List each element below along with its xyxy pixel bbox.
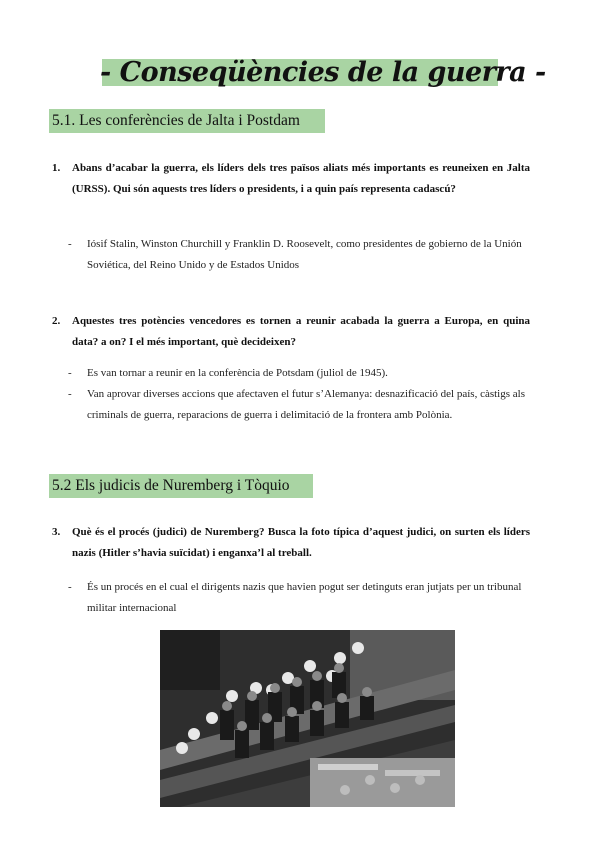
question-text: Aquestes tres potències vencedores es tornen a reunir acabada la guerra a Europa, en quina data? a on? I el més important, què decideixen? — [72, 315, 530, 348]
answer-3 — [68, 577, 528, 619]
answer-text: Es van tornar a reunir en la conferència de Potsdam (juliol de 1945). — [87, 367, 388, 379]
courtroom-photo-icon — [160, 630, 455, 807]
section-heading-text: 5.2 Els judicis de Nuremberg i Tòquio — [52, 477, 290, 494]
question-number: 2. — [52, 315, 61, 327]
question-number: 3. — [52, 526, 61, 538]
bullet-dash: - — [68, 581, 72, 593]
question-text: Abans d’acabar la guerra, els líders dels tres països aliats més importants es reuneixen en Jalta (URSS). Qui són aquests tres líders o presidents, i a quin país representa cadascú? — [72, 162, 530, 195]
question-2 — [52, 311, 530, 353]
answer-text: És un procés en el cual el dirigents nazis que havien pogut ser detinguts eran jutjats per un tribunal militar internacional — [87, 581, 522, 614]
question-number: 1. — [52, 162, 61, 174]
answer-text: Van aprovar diverses accions que afectaven el futur s’Alemanya: desnazificació del país, càstigs als criminals de guerra, reparacions de guerra i delimitació de la frontera amb Polònia. — [87, 388, 525, 421]
question-1 — [52, 158, 530, 200]
section-heading-2 — [49, 474, 313, 498]
page-title: - Conseqüències de la guerra - — [100, 57, 546, 88]
answer-2a — [68, 363, 528, 384]
answer-1 — [68, 234, 528, 276]
question-text: Què és el procés (judici) de Nuremberg? Busca la foto típica d’aquest judici, on surten els líders nazis (Hitler s’havia suïcidat) i enganxa’l al treball. — [72, 526, 530, 559]
bullet-dash: - — [68, 367, 72, 379]
answer-2b — [68, 384, 528, 426]
bullet-dash: - — [68, 388, 72, 400]
question-3 — [52, 522, 530, 564]
answer-text: Iósif Stalin, Winston Churchill y Franklin D. Roosevelt, como presidentes de gobierno de la Unión Soviética, del Reino Unido y de Estados Unidos — [87, 238, 522, 271]
section-heading-text: 5.1. Les conferències de Jalta i Postdam — [52, 112, 300, 129]
bullet-dash: - — [68, 238, 72, 250]
section-heading-1 — [49, 109, 325, 133]
courtroom-photo — [160, 630, 455, 807]
title-block — [100, 52, 546, 94]
